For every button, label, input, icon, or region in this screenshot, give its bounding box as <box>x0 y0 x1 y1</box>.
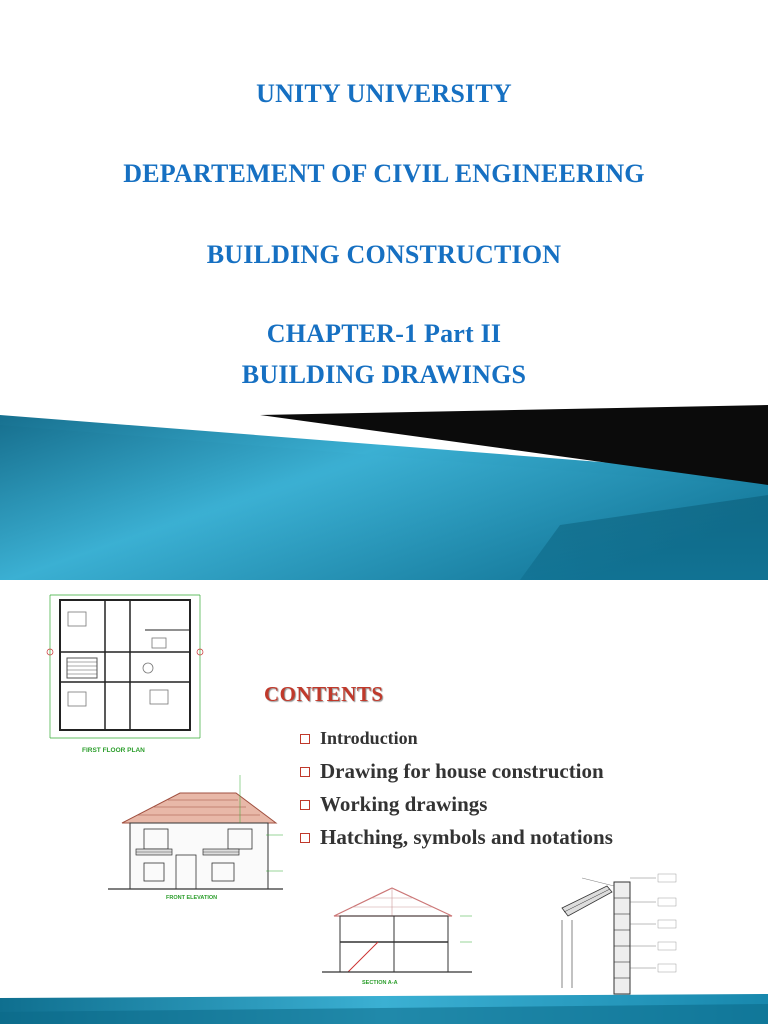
checkbox-bullet-icon <box>300 734 310 744</box>
elevation-caption: FRONT ELEVATION <box>166 895 218 901</box>
list-item <box>300 825 613 850</box>
list-item <box>300 728 613 749</box>
bottom-decorative-bar <box>0 994 768 1024</box>
university-name: UNITY UNIVERSITY <box>256 79 512 108</box>
floor-plan-caption: FIRST FLOOR PLAN <box>82 747 145 754</box>
chapter-subtitle: BUILDING DRAWINGS <box>241 360 527 389</box>
section-caption: SECTION A-A <box>362 980 398 986</box>
floor-plan-drawing <box>40 590 210 755</box>
list-item-label: Drawing for house construction <box>320 759 604 783</box>
chapter-title: CHAPTER-1 Part II <box>266 319 502 348</box>
list-item-label: Introduction <box>320 728 418 748</box>
list-item <box>300 759 613 784</box>
department-name: DEPARTEMENT OF CIVIL ENGINEERING <box>123 159 645 188</box>
decorative-band <box>0 405 768 580</box>
eave-detail-drawing <box>552 868 692 998</box>
list-item-label: Working drawings <box>320 792 488 816</box>
contents-list <box>300 728 613 850</box>
checkbox-bullet-icon <box>300 833 310 843</box>
list-item-label: Hatching, symbols and notations <box>320 825 613 849</box>
list-item <box>300 792 613 817</box>
checkbox-bullet-icon <box>300 800 310 810</box>
course-name: BUILDING CONSTRUCTION <box>206 240 562 269</box>
title-block <box>0 0 768 420</box>
contents-heading: CONTENTS <box>264 682 384 706</box>
section-drawing <box>322 876 482 994</box>
front-elevation-drawing <box>108 775 288 905</box>
checkbox-bullet-icon <box>300 767 310 777</box>
